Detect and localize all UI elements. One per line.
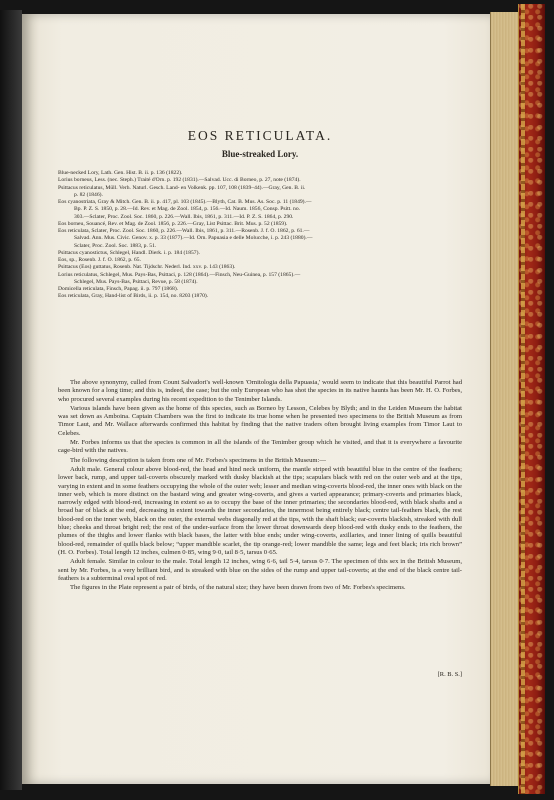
- synonym-line: 303.—Sclater, Proc. Zool. Soc. 1860, p. 226.—Wall. Ibis, 1861, p. 311.—Id. P. Z. S. 1864, p. 290.: [74, 213, 294, 220]
- page-edges: [490, 12, 519, 786]
- description-text: [58, 379, 462, 593]
- synonym-line: Blue-necked Lory, Lath. Gen. Hist. B. ii. p. 136 (1822).: [58, 170, 183, 176]
- synonym-line: Psittacus (Eos) guttatus, Rosenb. Nat. Tijdschr. Nederl. Ind. xxv. p. 143 (1863).: [58, 264, 236, 271]
- body-paragraph: Various islands have been given as the home of this species, such as Borneo by Lesson, Celebes by Blyth; and in the Leiden Museum the habitat was set down as Amboina. Captain Chambers was the first to indicate its true home when he presented two specimens to the British Museum as from Timor Laut, and Mr. Wallace afterwards confirmed this habitat by finding that the native traders often brought living examples from Timor Laut to Celebes.: [58, 404, 462, 437]
- body-paragraph: Adult female. Similar in colour to the male. Total length 12 inches, wing 6·6, tail 5·4, tarsus 0·7. The specimen of this sex in the British Museum, sent by Mr. Forbes, is a very brilliant bird, and is streaked with blue on the sides of the rump and upper tail-coverts; at the end of the black centre tail-feathers is a subterminal oval spot of red.: [58, 558, 462, 582]
- synonym-line: Bp. P. Z. S. 1850, p. 28.—Id. Rev. et Mag. de Zool. 1854, p. 156.—Id. Naum. 1856, Consp. Psitt. no.: [74, 206, 301, 213]
- synonym-line: Eos reticulata, Gray, Hand-list of Birds, ii. p. 154, no. 8203 (1870).: [58, 293, 209, 300]
- synonym-line: Eos borneu, Souancé, Rev. et Mag. de Zool. 1856, p. 226.—Gray, List Psittac. Brit. Mus. p. 52 (1859).: [58, 220, 288, 227]
- synonym-line: Sclater, Proc. Zool. Soc. 1883, p. 51.: [74, 242, 157, 249]
- synonym-line: Psittacus reticulatus, Müll. Verh. Naturl. Gesch. Land- en Volkenk. pp. 107, 108 (1839–44).—Gray, Gen. B. ii.: [58, 184, 306, 191]
- synonym-line: Salvad. Ann. Mus. Civic. Genov. x. p. 33 (1877).—Id. Orn. Papuasia e delle Molucche, i. p. 243 (1880).—: [74, 235, 313, 242]
- synonymy-list: [58, 170, 462, 301]
- body-paragraph: Adult male. General colour above blood-red, the head and hind neck uniform, the mantle striped with beautiful blue in the centre of the feathers; lower back, rump, and upper tail-coverts obscurely marked with dusky blackish at the tips; scapulars black with red on the outer web and at the tips, varying in extent and in some feathers occupying the whole of the outer web; lesser and median wing-coverts blood-red, the inner ones with black on the inner web, which is more distinct on the bastard wing and greater wing-coverts, and gives a varied appearance; primary-coverts and primaries black, narrowly edged with blood-red, increasing in extent so as to occupy the base of the inner primaries; the secondaries blood-red, with black shafts and a broad bar of black at the end, decreasing in extent towards the inner secondaries, the innermost being entirely black; centre tail-feathers black, the rest blood-red on the inner web, black on the outer, the external webs diagonally red at the tips, with the shaft black; ear-coverts blackish, streaked with dull blue; cheeks and throat bright red; the rest of the under-surface from the lower throat downwards deep blood-red with dusky ends to the feathers, the plumes of the thighs and lower flanks with black bases, the latter with blue ends; under wing-coverts, axillaries, and inner lining of quills beautiful blood-red, remainder of quills black below; “upper mandible scarlet, the tip orange-red; lower mandible the same; legs and feet black; iris rich brown” (H. O. Forbes). Total length 12 inches, culmen 0·85, wing 9·0, tail 8·5, tarsus 0·65.: [58, 465, 462, 556]
- synonym-line: Domicella reticulata, Finsch, Papag. ii. p. 797 (1868).: [58, 286, 179, 292]
- synonym-line: Eos, sp., Rosenb. J. f. O. 1862, p. 65.: [58, 257, 141, 263]
- book-cover-left: [0, 10, 22, 790]
- gilt-edge: [521, 4, 525, 794]
- body-paragraph: The above synonymy, culled from Count Salvadori's well-known 'Ornitologia della Papuasia,' would seem to indicate that this beautiful Parrot had been known for a long time; and this is, indeed, the case; but the only European who has shot the species in its native haunts has been Mr. H. O. Forbes, who procured several examples during his recent expedition to the Tenimber Islands.: [58, 379, 462, 403]
- page-title: EOS RETICULATA.: [187, 128, 333, 143]
- body-paragraph: The figures in the Plate represent a pair of birds, of the natural size; they have been drawn from two of Mr. Forbes's specimens.: [70, 584, 406, 592]
- synonym-line: Lorius borneus, Less. (nec. Steph.) Traité d'Orn. p. 192 (1831).—Salvad. Ucc. di Borneo, p. 27, note (1874).: [58, 177, 301, 184]
- synonym-line: Lorius reticulatus, Schlegel, Mus. Pays-Bas, Psittaci, p. 128 (1864).—Finsch, Neu-Guinea, p. 157 (1865).—: [58, 271, 301, 278]
- synonym-line: p. 82 (1846).: [74, 191, 103, 198]
- page-subtitle: Blue-streaked Lory.: [221, 149, 299, 159]
- author-signature: [R. B. S.]: [437, 671, 462, 678]
- synonym-line: Schlegel, Mus. Pays-Bas, Psittaci, Revue, p. 58 (1874).: [74, 278, 198, 285]
- synonym-line: Eos reticulata, Sclater, Proc. Zool. Soc. 1860, p. 226.—Wall. Ibis, 1861, p. 311.—Rosenb. J. f. O. 1862, p. 61.—: [58, 228, 310, 234]
- synonym-line: Psittacus cyanostictus, Schlegel, Handl. Dierk. i. p. 184 (1857).: [58, 249, 200, 256]
- body-paragraph: Mr. Forbes informs us that the species is common in all the islands of the Tenimber group which he visited, and that it is everywhere a favourite cage-bird with the natives.: [58, 439, 462, 455]
- body-paragraph: The following description is taken from one of Mr. Forbes's specimens in the British Museum:—: [70, 456, 326, 464]
- synonym-line: Eos cyanostriata, Gray & Mitch. Gen. B. ii. p. 417, pl. 103 (1845).—Blyth, Cat. B. Mus. As. Soc. p. 11 (1849).—: [58, 199, 312, 205]
